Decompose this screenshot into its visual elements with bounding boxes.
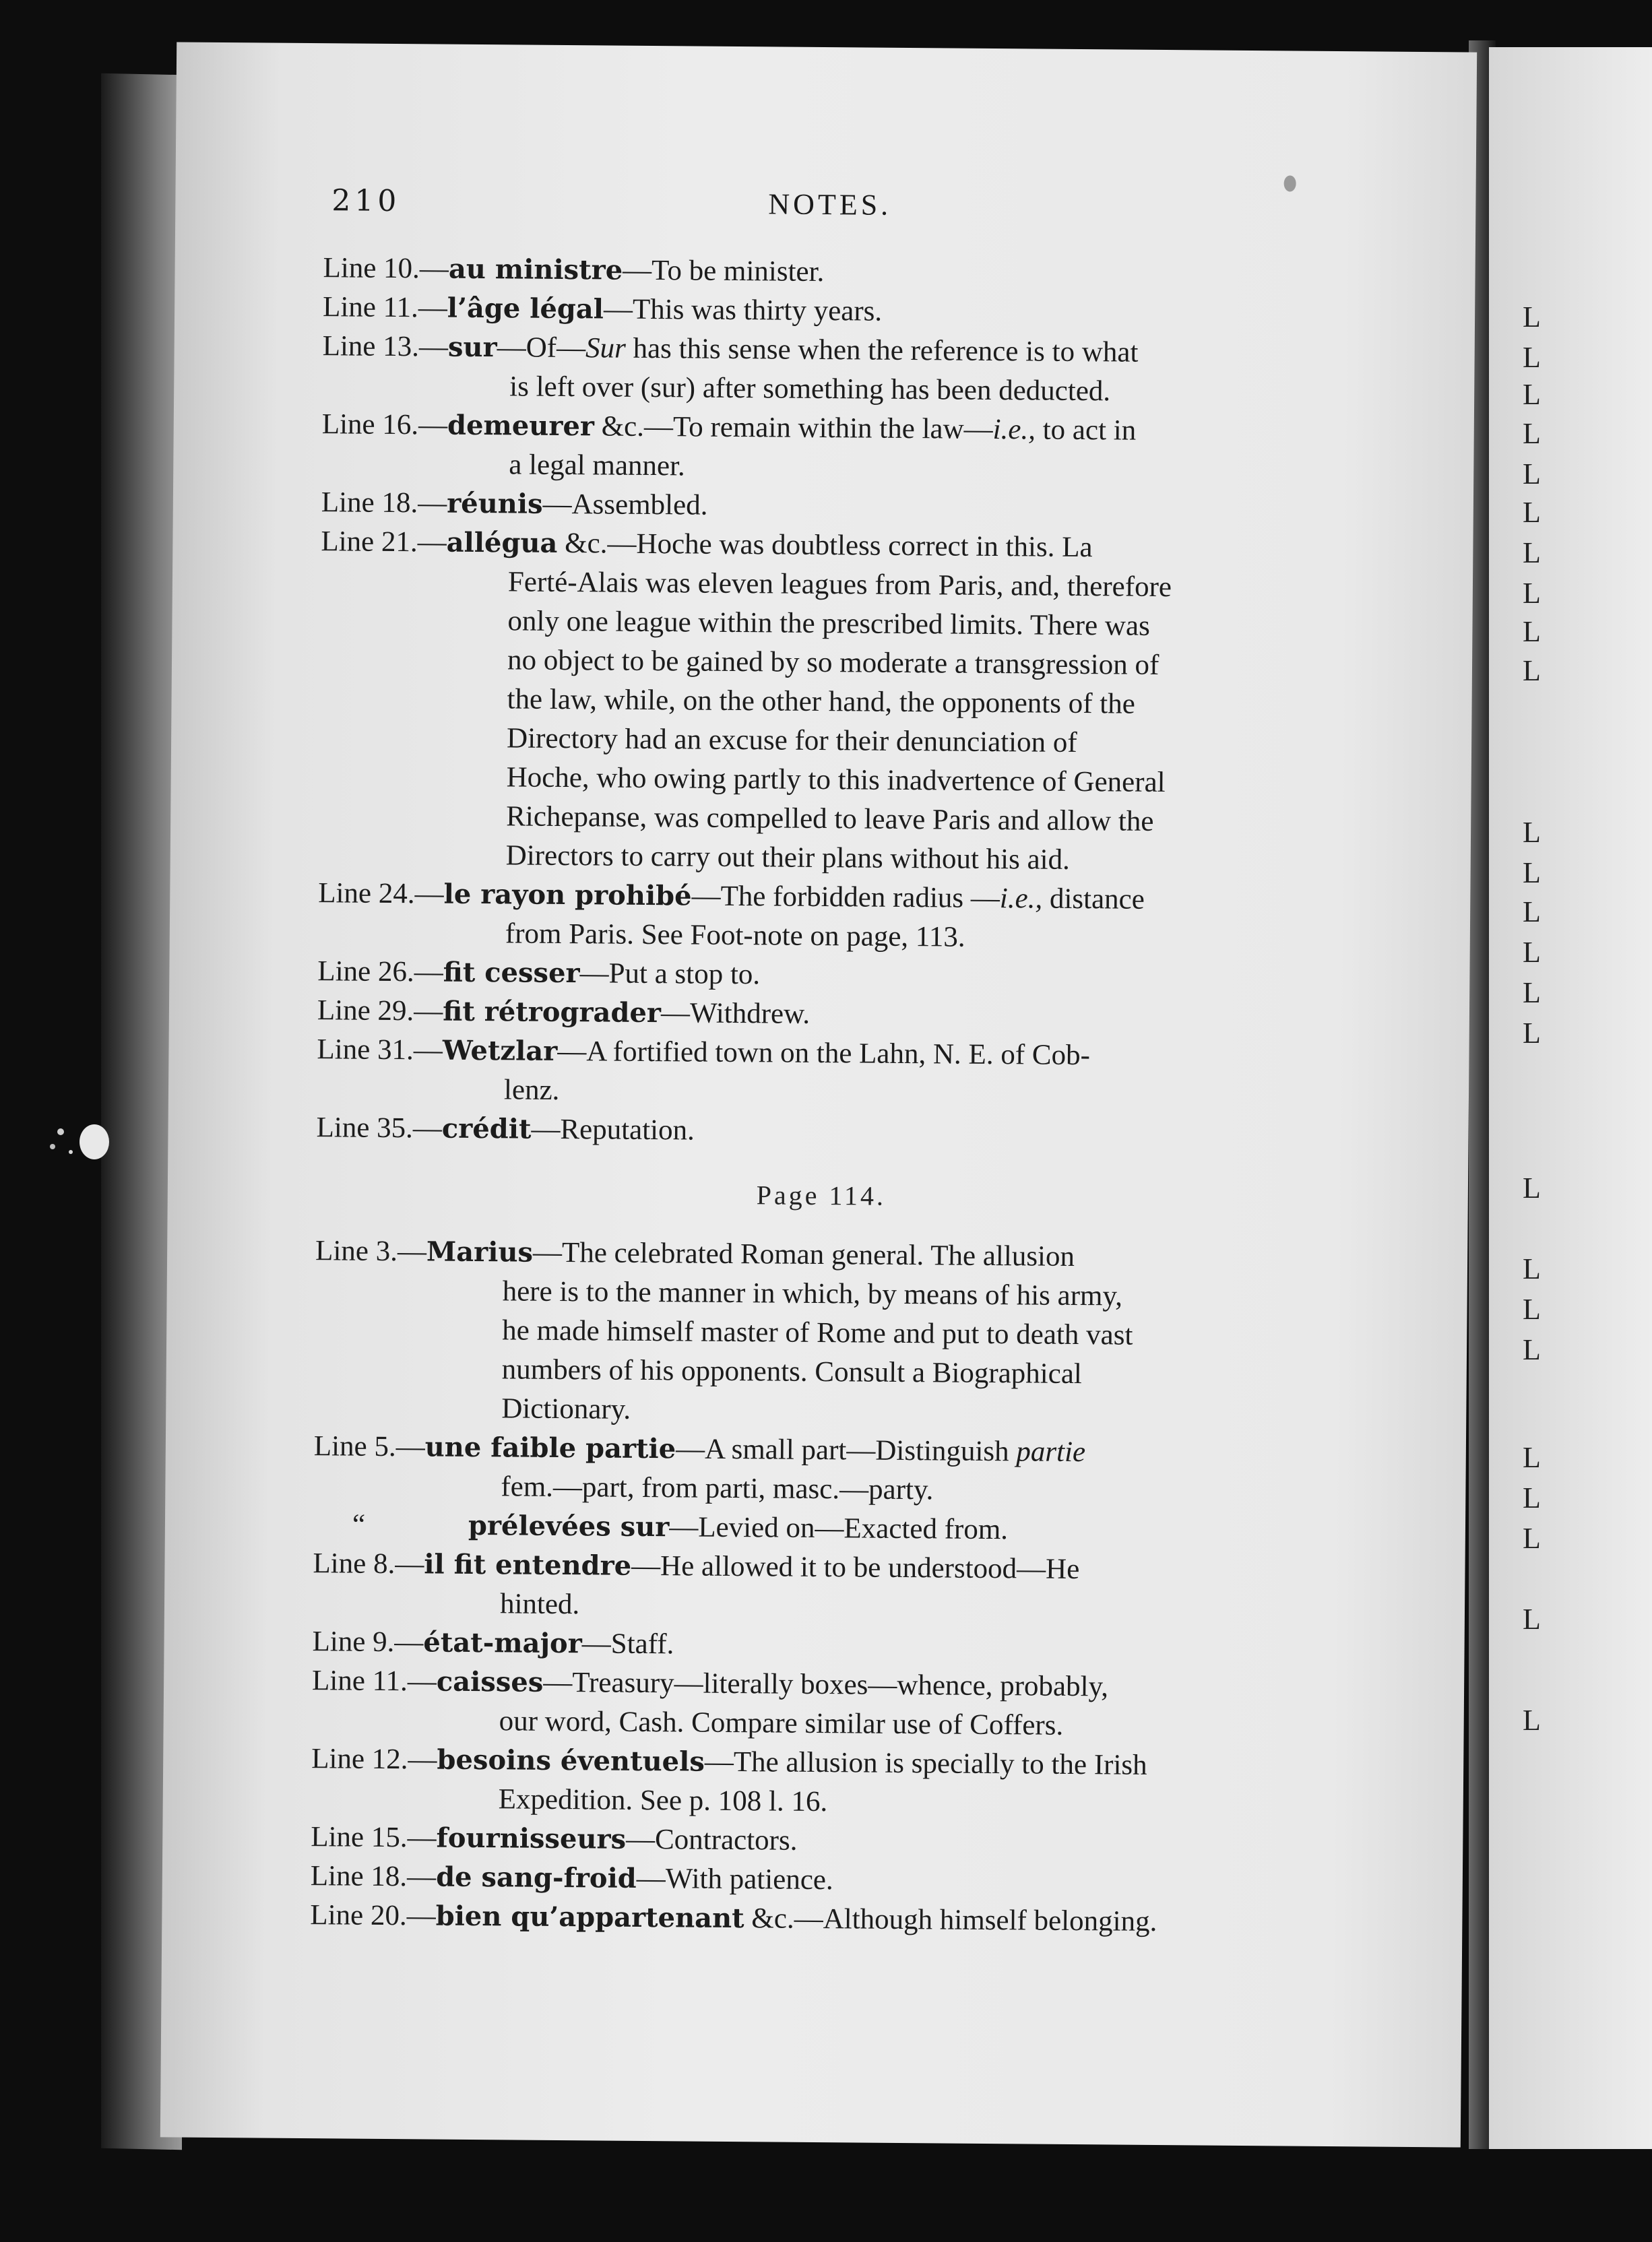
note-continuation: a legal manner. (509, 449, 685, 482)
note-entry (321, 405, 1333, 491)
note-first-line (321, 522, 1331, 569)
note-term: état-major (423, 1626, 582, 1660)
note-line-ref: “ (352, 1508, 366, 1541)
note-gloss-cont: to act in (1035, 414, 1137, 447)
note-first-line (315, 1231, 1326, 1279)
note-line-ref: Line 9.— (312, 1626, 424, 1659)
note-term: au ministre (448, 253, 623, 286)
note-term: caisses (436, 1665, 544, 1698)
facing-page-letter: L (1523, 936, 1541, 969)
note-gloss: —The allusion is specially to the Irish (704, 1745, 1147, 1781)
note-term: une faible partie (424, 1431, 676, 1465)
note-line-ref: Line 18.— (310, 1860, 437, 1893)
note-gloss: —Treasury—literally boxes—whence, probably, (543, 1666, 1109, 1703)
note-term: prélevées sur (468, 1509, 670, 1543)
note-gloss: &c.—Hoche was doubtless correct in this. La (557, 527, 1093, 564)
facing-page-letter: L (1523, 816, 1541, 849)
facing-page-letter: L (1523, 895, 1541, 928)
note-entry (311, 1739, 1323, 1826)
note-continuation: fem.—part, from parti, masc.—party. (501, 1471, 934, 1506)
note-line-ref: Line 13.— (322, 330, 449, 363)
note-first-line (312, 1661, 1323, 1708)
note-term: bien qu’appartenant (435, 1900, 744, 1935)
note-term: fit cesser (443, 956, 580, 990)
note-gloss: —Withdrew. (660, 997, 811, 1030)
note-first-line (311, 1739, 1322, 1787)
facing-page-letter: L (1523, 457, 1541, 490)
note-continuation: Expedition. See p. 108 l. 16. (498, 1783, 828, 1818)
note-term: fournisseurs (436, 1822, 627, 1855)
page-number: 210 (331, 183, 401, 219)
note-line-ref: Line 5.— (313, 1430, 425, 1463)
note-entry (310, 1896, 1321, 1943)
note-gloss: —Assembled. (542, 488, 708, 521)
note-first-line (314, 1427, 1325, 1474)
facing-page-letter: L (1523, 577, 1541, 610)
note-line-ref: Line 15.— (311, 1821, 437, 1854)
note-continuation: no object to be gained by so moderate a transgression of (507, 644, 1159, 681)
note-continuation: Directory had an excuse for their denunciation of (506, 722, 1077, 759)
facing-page-letter: L (1523, 1252, 1541, 1285)
note-line-ref: Line 26.— (317, 955, 443, 988)
note-term: demeurer (447, 409, 595, 443)
notes-body (310, 249, 1334, 1943)
facing-page-letter: L (1523, 1293, 1541, 1326)
facing-page-letter: L (1523, 615, 1541, 648)
note-entry (314, 1231, 1326, 1435)
note-gloss: &c.—Although himself belonging. (744, 1902, 1157, 1937)
facing-page-letter: L (1523, 341, 1541, 374)
facing-page-letter: L (1523, 1441, 1541, 1474)
running-title: NOTES. (768, 187, 892, 222)
notes-list-b (310, 1231, 1326, 1943)
note-line-ref: Line 21.— (321, 525, 447, 558)
note-first-line (316, 1108, 1327, 1155)
note-gloss: —The forbidden radius — (691, 880, 1000, 915)
facing-page-letter: L (1523, 1481, 1541, 1514)
note-gloss: —Reputation. (531, 1113, 695, 1147)
facing-page-letter: L (1523, 417, 1541, 450)
note-gloss: —A fortified town on the Lahn, N. E. of Cob- (557, 1035, 1091, 1072)
book-page (160, 42, 1477, 2147)
note-line-ref: Line 35.— (316, 1112, 443, 1145)
note-continuation: our word, Cash. Compare similar use of Coffers. (499, 1705, 1064, 1741)
note-gloss: —To be minister. (622, 254, 825, 288)
note-entry (317, 1030, 1328, 1116)
note-entry (313, 1544, 1324, 1630)
note-continuation: from Paris. See Foot-note on page, 113. (505, 918, 965, 953)
note-term: allégua (446, 526, 558, 559)
facing-page-letter: L (1523, 1172, 1541, 1205)
facing-page-letter: L (1523, 856, 1541, 889)
note-line-ref: Line 3.— (315, 1235, 427, 1268)
facing-page-letter: L (1523, 378, 1541, 411)
note-term: Marius (426, 1236, 534, 1269)
note-entry (322, 327, 1333, 413)
note-gloss-italic: i.e., (999, 883, 1043, 915)
note-term: fit rétrograder (443, 995, 662, 1029)
facing-page-letter: L (1523, 536, 1541, 569)
note-line-ref: Line 31.— (317, 1033, 443, 1066)
facing-page-letter: L (1523, 976, 1541, 1009)
note-continuation: the law, while, on the other hand, the opponents of the (507, 683, 1135, 720)
note-entry (318, 874, 1329, 960)
note-continuation: hinted. (499, 1588, 580, 1621)
facing-page (1489, 47, 1652, 2149)
note-term: le rayon prohibé (443, 878, 692, 912)
ink-smudge (1284, 175, 1296, 191)
note-line-ref: Line 29.— (317, 994, 443, 1027)
note-first-line (313, 1544, 1323, 1591)
note-continuation: he made himself master of Rome and put to death vast (502, 1314, 1133, 1351)
note-term: l’âge légal (447, 292, 604, 325)
note-gloss: —Staff. (581, 1628, 674, 1661)
note-continuation: Hoche, who owing partly to this inadvertence of General (506, 761, 1166, 799)
note-gloss: —Put a stop to. (579, 957, 761, 991)
facing-page-letter: L (1523, 1704, 1541, 1737)
note-continuation: numbers of his opponents. Consult a Biographical (501, 1353, 1083, 1390)
note-line-ref: Line 16.— (321, 408, 448, 441)
facing-page-letter: L (1523, 1017, 1541, 1050)
note-continuation: Richepanse, was compelled to leave Paris and allow the (506, 800, 1154, 837)
note-entry (311, 1661, 1323, 1748)
note-first-line (322, 405, 1333, 452)
note-term: il fit entendre (424, 1548, 632, 1582)
page-damage-mark (40, 1105, 115, 1179)
note-gloss: —A small part—Distinguish (675, 1433, 1017, 1468)
note-first-line (310, 1896, 1321, 1943)
note-continuation: here is to the manner in which, by means of his army, (502, 1275, 1123, 1312)
note-line-ref: Line 11.— (322, 291, 448, 324)
note-continuation: Ferté-Alais was eleven leagues from Paris, and, therefore (507, 566, 1172, 604)
facing-page-letter: L (1523, 1603, 1541, 1636)
note-gloss-cont: distance (1042, 883, 1145, 916)
note-gloss-italic: partie (1016, 1436, 1086, 1469)
note-continuation: only one league within the prescribed limits. There was (507, 605, 1150, 642)
facing-page-letter: L (1523, 1333, 1541, 1366)
note-gloss-cont: has this sense when the reference is to what (625, 332, 1139, 369)
note-gloss: &c.—To remain within the law— (594, 410, 993, 446)
facing-page-letter: L (1523, 1522, 1541, 1555)
note-gloss: —Of— (497, 331, 586, 364)
note-line-ref: Line 18.— (321, 486, 447, 519)
note-continuation: is left over (sur) after something has been deducted. (509, 371, 1111, 408)
section-heading: Page 114. (756, 1180, 887, 1211)
note-gloss: —He allowed it to be understood—He (631, 1549, 1080, 1586)
note-term: besoins éventuels (437, 1743, 705, 1778)
note-term: Wetzlar (442, 1034, 558, 1067)
note-gloss: —Levied on—Exacted from. (669, 1511, 1009, 1546)
note-entry (316, 1108, 1327, 1155)
note-first-line (318, 874, 1329, 921)
note-first-line (317, 1030, 1327, 1077)
note-line-ref: Line 11.— (311, 1665, 437, 1698)
note-gloss-italic: Sur (585, 332, 626, 364)
note-gloss: —This was thirty years. (603, 293, 883, 327)
note-continuation: Dictionary. (501, 1392, 631, 1426)
note-first-line (322, 327, 1333, 374)
note-gloss-italic: i.e., (992, 414, 1036, 446)
note-continuation: lenz. (503, 1074, 560, 1106)
note-term: de sang-froid (435, 1861, 637, 1894)
note-line-ref: Line 8.— (313, 1547, 424, 1580)
note-line-ref: Line 12.— (311, 1743, 437, 1776)
note-entry (313, 1427, 1325, 1513)
note-term: réunis (447, 487, 543, 520)
note-gloss: —The celebrated Roman general. The allusion (532, 1236, 1075, 1273)
facing-page-letter: L (1523, 300, 1541, 333)
note-gloss: —With patience. (636, 1862, 833, 1896)
note-line-ref: Line 10.— (323, 252, 449, 285)
facing-page-letter: L (1523, 496, 1541, 529)
note-gloss: —Contractors. (625, 1823, 798, 1857)
note-continuation: Directors to carry out their plans without his aid. (505, 839, 1071, 876)
note-entry (319, 522, 1332, 882)
note-term: crédit (441, 1112, 532, 1145)
note-line-ref: Line 20.— (310, 1899, 436, 1932)
note-term: sur (447, 331, 497, 364)
facing-page-letter: L (1523, 654, 1541, 687)
notes-list-a (316, 249, 1333, 1155)
note-line-ref: Line 24.— (318, 877, 444, 910)
